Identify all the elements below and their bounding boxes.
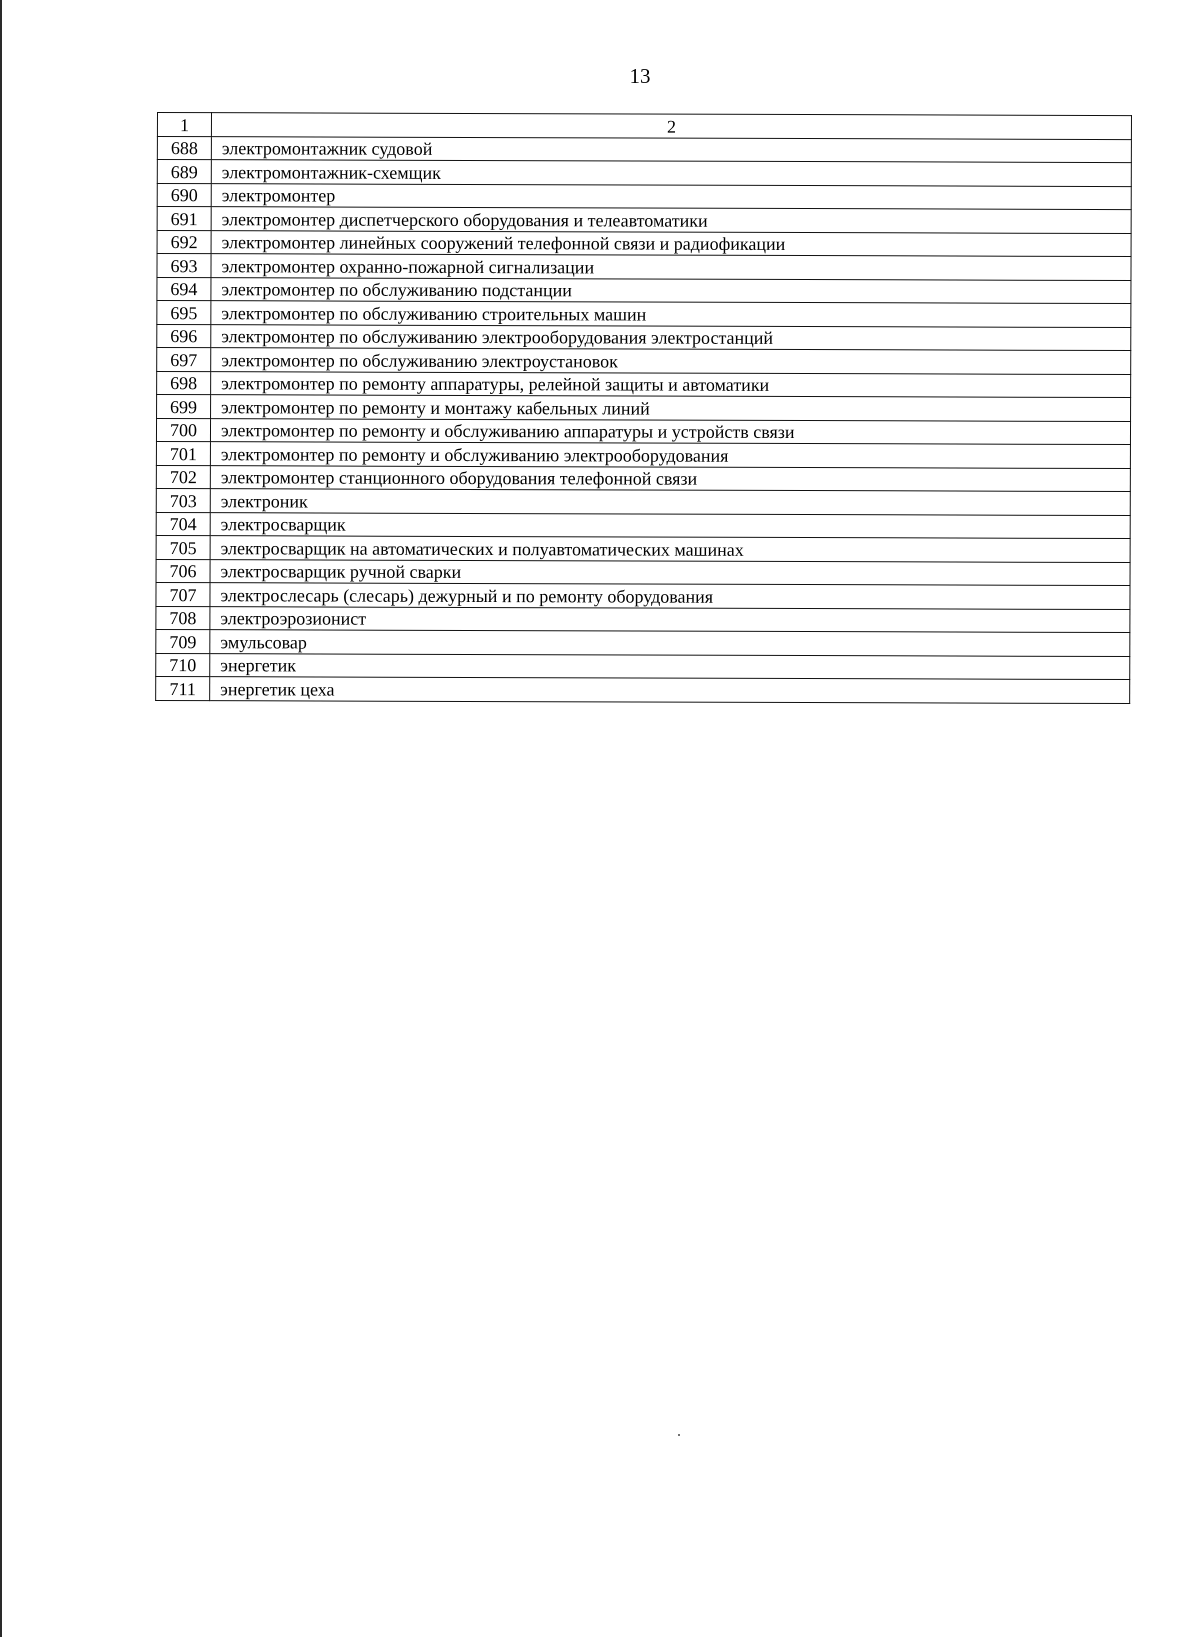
row-number: 692 xyxy=(157,230,211,254)
table-row xyxy=(157,230,1131,257)
table-row xyxy=(156,606,1130,633)
table-row xyxy=(156,418,1130,445)
profession-name: электромонтажник-схемщик xyxy=(211,160,1131,186)
row-number: 697 xyxy=(157,348,211,372)
row-number: 711 xyxy=(156,676,210,700)
profession-name: электромонтер по обслуживанию электроустановок xyxy=(211,348,1131,374)
table-body xyxy=(156,136,1132,703)
table-row xyxy=(157,254,1131,281)
profession-name: электромонтер по ремонту и обслуживанию электрооборудования xyxy=(210,442,1130,468)
row-number: 688 xyxy=(157,136,211,160)
row-number: 700 xyxy=(156,418,210,442)
profession-name: электроэрозионист xyxy=(210,606,1130,632)
profession-name: электромонтер по ремонту и обслуживанию аппаратуры и устройств связи xyxy=(210,418,1130,444)
table-row xyxy=(157,301,1131,328)
row-number: 709 xyxy=(156,629,210,653)
profession-name: энергетик xyxy=(210,653,1130,679)
profession-name: электросварщик ручной сварки xyxy=(210,559,1130,585)
table-row xyxy=(157,277,1131,304)
profession-name: электромонтер линейных сооружений телефонной связи и радиофикации xyxy=(211,230,1131,256)
row-number: 694 xyxy=(157,277,211,301)
row-number: 696 xyxy=(157,324,211,348)
table-row xyxy=(156,676,1130,703)
row-number: 707 xyxy=(156,582,210,606)
profession-name: электромонтер станционного оборудования телефонной связи xyxy=(210,465,1130,491)
professions-table xyxy=(155,112,1132,704)
row-number: 689 xyxy=(157,160,211,184)
profession-name: электромонтер по обслуживанию строительных машин xyxy=(211,301,1131,327)
profession-name: электромонтер по обслуживанию подстанции xyxy=(211,277,1131,303)
row-number: 690 xyxy=(157,183,211,207)
row-number: 705 xyxy=(156,535,210,559)
table-row xyxy=(156,465,1130,492)
table-row xyxy=(156,653,1130,680)
table-row xyxy=(156,582,1130,609)
profession-name: электромонтер xyxy=(211,183,1131,209)
profession-name: энергетик цеха xyxy=(210,677,1130,703)
table-row xyxy=(156,559,1130,586)
row-number: 699 xyxy=(157,395,211,419)
row-number: 708 xyxy=(156,606,210,630)
row-number: 710 xyxy=(156,653,210,677)
page-number: 13 xyxy=(629,64,651,88)
row-number: 695 xyxy=(157,301,211,325)
column-header-2: 2 xyxy=(211,113,1131,139)
table-row xyxy=(157,348,1131,375)
scan-left-edge xyxy=(0,0,2,1637)
row-number: 706 xyxy=(156,559,210,583)
table-row xyxy=(156,535,1130,562)
profession-name: электромонтер диспетчерского оборудования и телеавтоматики xyxy=(211,207,1131,233)
profession-name: электромонтер по обслуживанию электрооборудования электростанций xyxy=(211,324,1131,350)
profession-name: эмульсовар xyxy=(210,630,1130,656)
table-row xyxy=(157,324,1131,351)
table-row xyxy=(157,395,1131,422)
row-number: 693 xyxy=(157,254,211,278)
profession-name: электрослесарь (слесарь) дежурный и по ремонту оборудования xyxy=(210,583,1130,609)
profession-name: электромонтажник судовой xyxy=(211,136,1131,162)
table-row xyxy=(156,488,1130,515)
table-row xyxy=(157,183,1131,210)
profession-name: электросварщик xyxy=(210,512,1130,538)
row-number: 703 xyxy=(156,488,210,512)
table-row xyxy=(156,512,1130,539)
profession-name: электромонтер по ремонту аппаратуры, релейной защиты и автоматики xyxy=(211,371,1131,397)
table-row xyxy=(157,207,1131,234)
row-number: 698 xyxy=(157,371,211,395)
profession-name: электромонтер охранно-пожарной сигнализации xyxy=(211,254,1131,280)
table-row xyxy=(157,371,1131,398)
row-number: 691 xyxy=(157,207,211,231)
column-header-1: 1 xyxy=(157,113,211,137)
profession-name: электроник xyxy=(210,489,1130,515)
table-row xyxy=(156,441,1130,468)
table-row xyxy=(157,160,1131,187)
table-row xyxy=(157,136,1131,163)
profession-name: электромонтер по ремонту и монтажу кабельных линий xyxy=(211,395,1131,421)
row-number: 704 xyxy=(156,512,210,536)
row-number: 702 xyxy=(156,465,210,489)
row-number: 701 xyxy=(156,441,210,465)
scan-speck xyxy=(678,1434,680,1436)
table-row xyxy=(156,629,1130,656)
table-header-row xyxy=(157,113,1131,140)
profession-name: электросварщик на автоматических и полуавтоматических машинах xyxy=(210,536,1130,562)
